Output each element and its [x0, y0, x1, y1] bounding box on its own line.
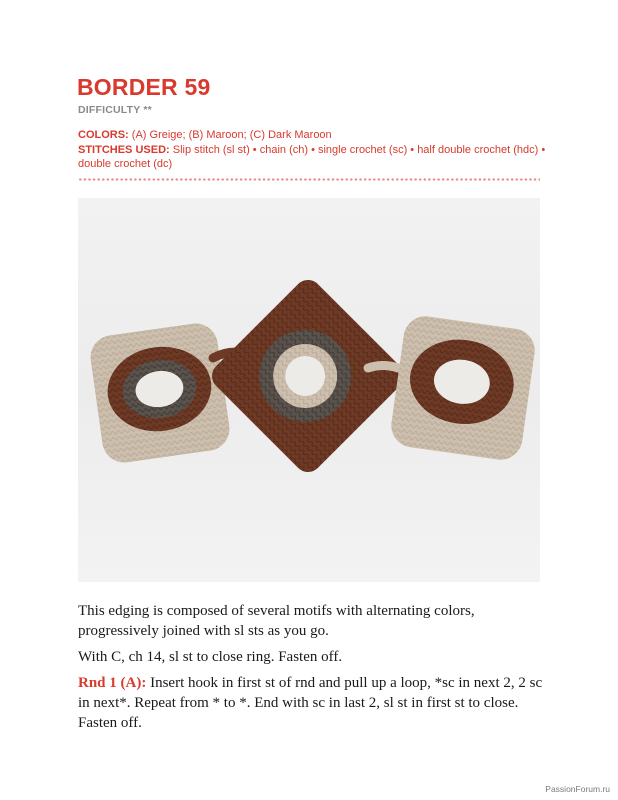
- intro-paragraph: This edging is composed of several motifs with alternating colors, progressively joined with sl sts as you go.: [78, 603, 475, 639]
- crochet-illustration: [78, 198, 540, 582]
- difficulty-rating: DIFFICULTY **: [78, 104, 152, 116]
- crochet-border-photo: [78, 198, 540, 582]
- ring-paragraph: With C, ch 14, sl st to close ring. Fasten off.: [78, 649, 343, 665]
- motif-center: [206, 274, 410, 478]
- dotted-divider: [78, 178, 540, 181]
- colors-text: (A) Greige; (B) Maroon; (C) Dark Maroon: [128, 129, 332, 141]
- motif-right: [388, 313, 537, 462]
- round1-paragraph: [78, 673, 548, 733]
- watermark: PassionForum.ru: [545, 784, 610, 794]
- round1-label: Rnd 1 (A):: [78, 675, 147, 691]
- stitches-label: STITCHES USED:: [78, 144, 170, 156]
- motif-left: [88, 321, 233, 466]
- page-title: BORDER 59: [77, 74, 211, 100]
- stitches-text: Slip stitch (sl st) • chain (ch) • single crochet (sc) • half double crochet (hdc) • double crochet (dc): [78, 144, 546, 170]
- stitches-line: [78, 143, 548, 171]
- colors-label: COLORS:: [78, 129, 129, 141]
- round1-text: Insert hook in first st of rnd and pull up a loop, *sc in next 2, 2 sc in next*. Repeat from * to *. End with sc in last 2, sl st in first st to close. Fasten off.: [78, 675, 543, 731]
- join-right: [368, 366, 398, 369]
- colors-line: [78, 128, 548, 142]
